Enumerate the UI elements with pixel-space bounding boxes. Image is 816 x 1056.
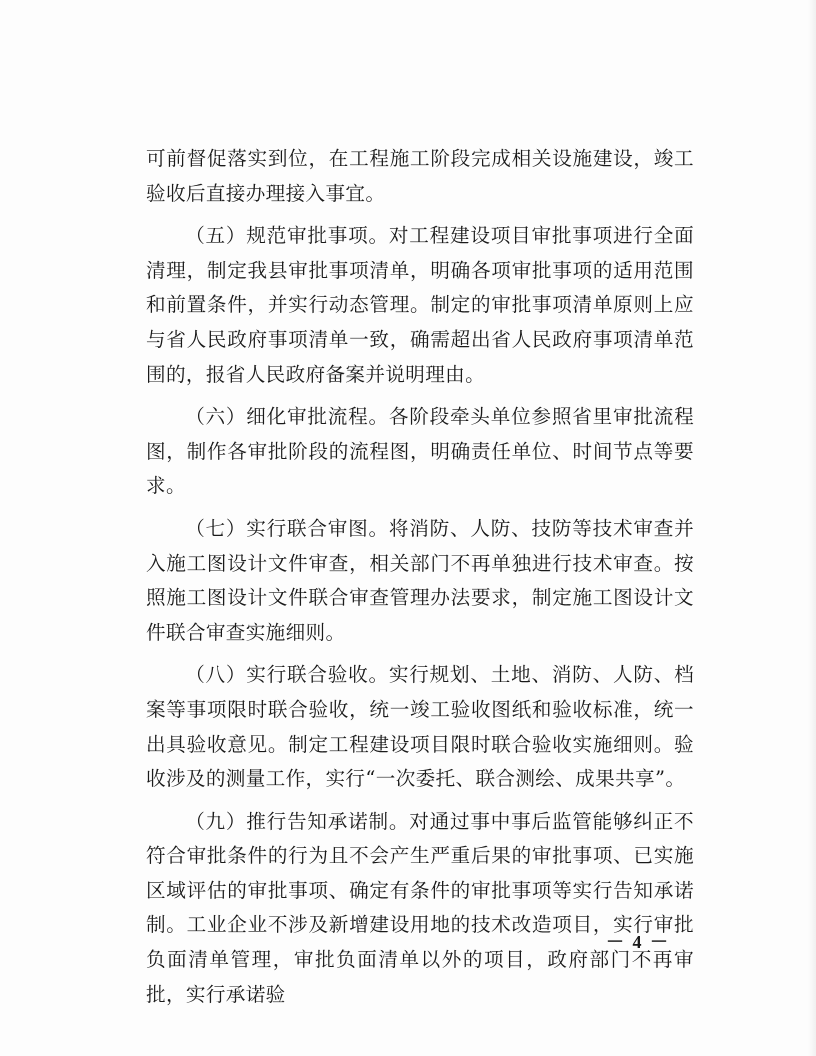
- scan-edge-shadow: [808, 0, 816, 1056]
- paragraph-notification-commitment: [146, 805, 694, 1013]
- paragraph-text: 可前督促落实到位，在工程施工阶段完成相关设施建设，竣工验收后直接办理接入事宜。: [146, 147, 694, 205]
- page-number: － 4 －: [606, 932, 670, 952]
- paragraph-text: 各阶段牵头单位参照省里审批流程图，制作各审批阶段的流程图，明确责任单位、时间节点等要求。: [146, 405, 695, 498]
- paragraph-text: 将消防、人防、技防等技术审查并入施工图设计文件审查，相关部门不再单独进行技术审查。按照施工图设计文件联合审查管理办法要求，制定施工图设计文件联合审查实施细则。: [146, 516, 695, 644]
- paragraph-heading: （八）实行联合验收。: [185, 663, 389, 687]
- paragraph-continuation: [146, 142, 694, 211]
- paragraph-joint-drawing-review: [146, 512, 694, 650]
- paragraph-text: 对工程建设项目审批事项进行全面清理，制定我县审批事项清单，明确各项审批事项的适用范围和前置条件，并实行动态管理。制定的审批事项清单原则上应与省人民政府事项清单一致，确需超出省人民政府事项清单范围的，报省人民政府备案并说明理由。: [146, 224, 695, 386]
- paragraph-text: 对通过事中事后监管能够纠正不符合审批条件的行为且不会产生严重后果的审批事项、已实施区域评估的审批事项、确定有条件的审批事项等实行告知承诺制。工业企业不涉及新增建设用地的技术改造项目，实行审批负面清单管理，审批负面清单以外的项目，政府部门不再审批，实行承诺验: [146, 809, 694, 1006]
- paragraph-joint-acceptance: [146, 658, 694, 796]
- paragraph-heading: （五）规范审批事项。: [185, 224, 389, 248]
- paragraph-heading: （九）推行告知承诺制。: [185, 809, 410, 833]
- paragraph-refine-approval-process: [146, 400, 694, 504]
- paragraph-heading: （六）细化审批流程。: [185, 405, 389, 429]
- paragraph-heading: （七）实行联合审图。: [185, 516, 389, 540]
- document-body: [146, 142, 694, 1020]
- paragraph-standardize-approval-items: [146, 219, 694, 392]
- paragraph-text: 实行规划、土地、消防、人防、档案等事项限时联合验收，统一竣工验收图纸和验收标准，统一出具验收意见。制定工程建设项目限时联合验收实施细则。验收涉及的测量工作，实行“一次委托、联合测绘、成果共享”。: [146, 663, 695, 791]
